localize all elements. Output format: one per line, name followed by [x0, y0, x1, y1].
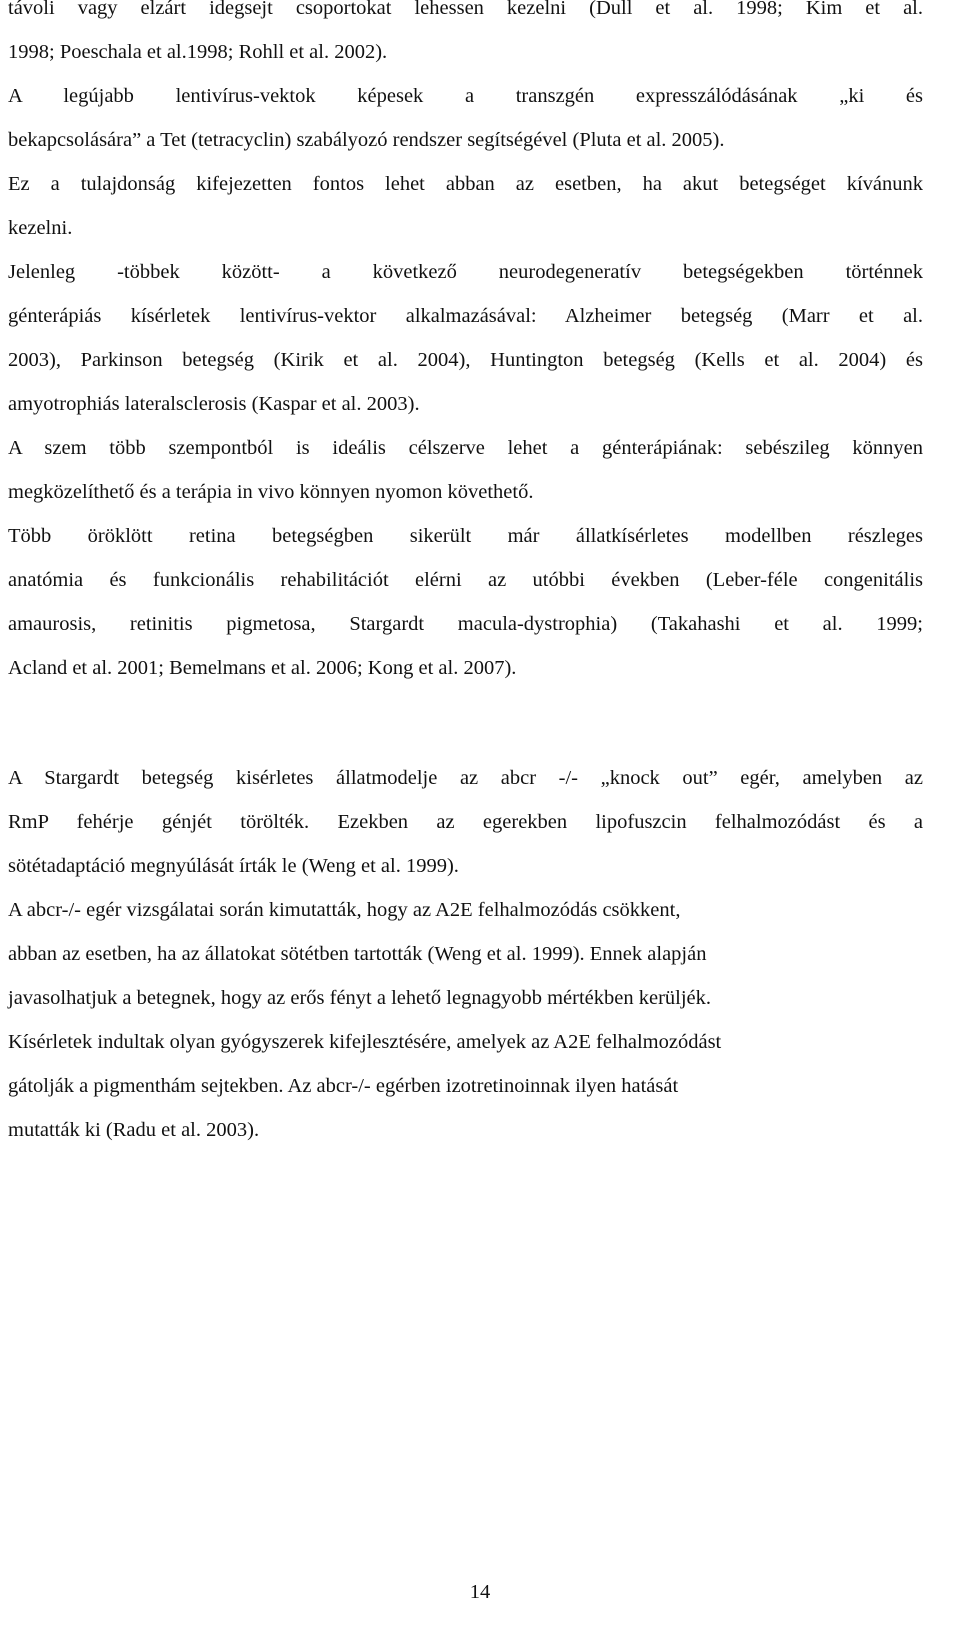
text-line: Acland et al. 2001; Bemelmans et al. 2006; Kong et al. 2007). [8, 657, 517, 679]
paragraph [8, 162, 923, 250]
text-line: Kísérletek indultak olyan gyógyszerek kifejlesztésére, amelyek az A2E felhalmozódást [8, 1031, 722, 1053]
paragraph [8, 426, 923, 514]
section-gap [8, 690, 923, 756]
page-number: 14 [469, 1581, 491, 1603]
paragraph [8, 888, 923, 1152]
paragraph [8, 0, 923, 74]
paragraph [8, 74, 923, 162]
body-text [8, 0, 923, 1152]
text-line: 2003), Parkinson betegség (Kirik et al. 2004), Huntington betegség (Kells et al. 2004) és [8, 349, 923, 371]
paragraph [8, 250, 923, 426]
text-line: amyotrophiás lateralsclerosis (Kaspar et al. 2003). [8, 393, 420, 415]
text-line: távoli vagy elzárt idegsejt csoportokat lehessen kezelni (Dull et al. 1998; Kim et al. [8, 0, 923, 19]
text-line: A abcr-/- egér vizsgálatai során kimutatták, hogy az A2E felhalmozódás csökkent, [8, 899, 681, 921]
text-line: génterápiás kísérletek lentivírus-vektor alkalmazásával: Alzheimer betegség (Marr et al. [8, 305, 923, 327]
text-line: A legújabb lentivírus-vektok képesek a transzgén expresszálódásának „ki és [8, 85, 923, 107]
text-line: RmP fehérje génjét törölték. Ezekben az egerekben lipofuszcin felhalmozódást és a [8, 811, 923, 833]
text-line: kezelni. [8, 217, 73, 239]
text-line: A szem több szempontból is ideális célszerve lehet a génterápiának: sebészileg könnyen [8, 437, 923, 459]
text-line: mutatták ki (Radu et al. 2003). [8, 1119, 260, 1141]
text-line: Ez a tulajdonság kifejezetten fontos lehet abban az esetben, ha akut betegséget kívánunk [8, 173, 923, 195]
text-line: bekapcsolására” a Tet (tetracyclin) szabályozó rendszer segítségével (Pluta et al. 2005). [8, 129, 725, 151]
text-line: anatómia és funkcionális rehabilitációt elérni az utóbbi években (Leber-féle congenitális [8, 569, 923, 591]
paragraph [8, 514, 923, 690]
text-line: gátolják a pigmenthám sejtekben. Az abcr-/- egérben izotretinoinnak ilyen hatását [8, 1075, 679, 1097]
text-line: Több öröklött retina betegségben sikerült már állatkísérletes modellben részleges [8, 525, 923, 547]
text-line: abban az esetben, ha az állatokat sötétben tartották (Weng et al. 1999). Ennek alapján [8, 943, 707, 965]
text-line: 1998; Poeschala et al.1998; Rohll et al. 2002). [8, 41, 388, 63]
text-line: A Stargardt betegség kisérletes állatmodelje az abcr -/- „knock out” egér, amelyben az [8, 767, 923, 789]
text-line: Jelenleg -többek között- a következő neurodegeneratív betegségekben történnek [8, 261, 923, 283]
text-line: javasolhatjuk a betegnek, hogy az erős fényt a lehető legnagyobb mértékben kerüljék. [8, 987, 712, 1009]
text-line: megközelíthető és a terápia in vivo könnyen nyomon követhető. [8, 481, 534, 503]
text-line: amaurosis, retinitis pigmetosa, Stargardt macula-dystrophia) (Takahashi et al. 1999; [8, 613, 923, 635]
paragraph [8, 756, 923, 888]
text-line: sötétadaptáció megnyúlását írták le (Weng et al. 1999). [8, 855, 459, 877]
